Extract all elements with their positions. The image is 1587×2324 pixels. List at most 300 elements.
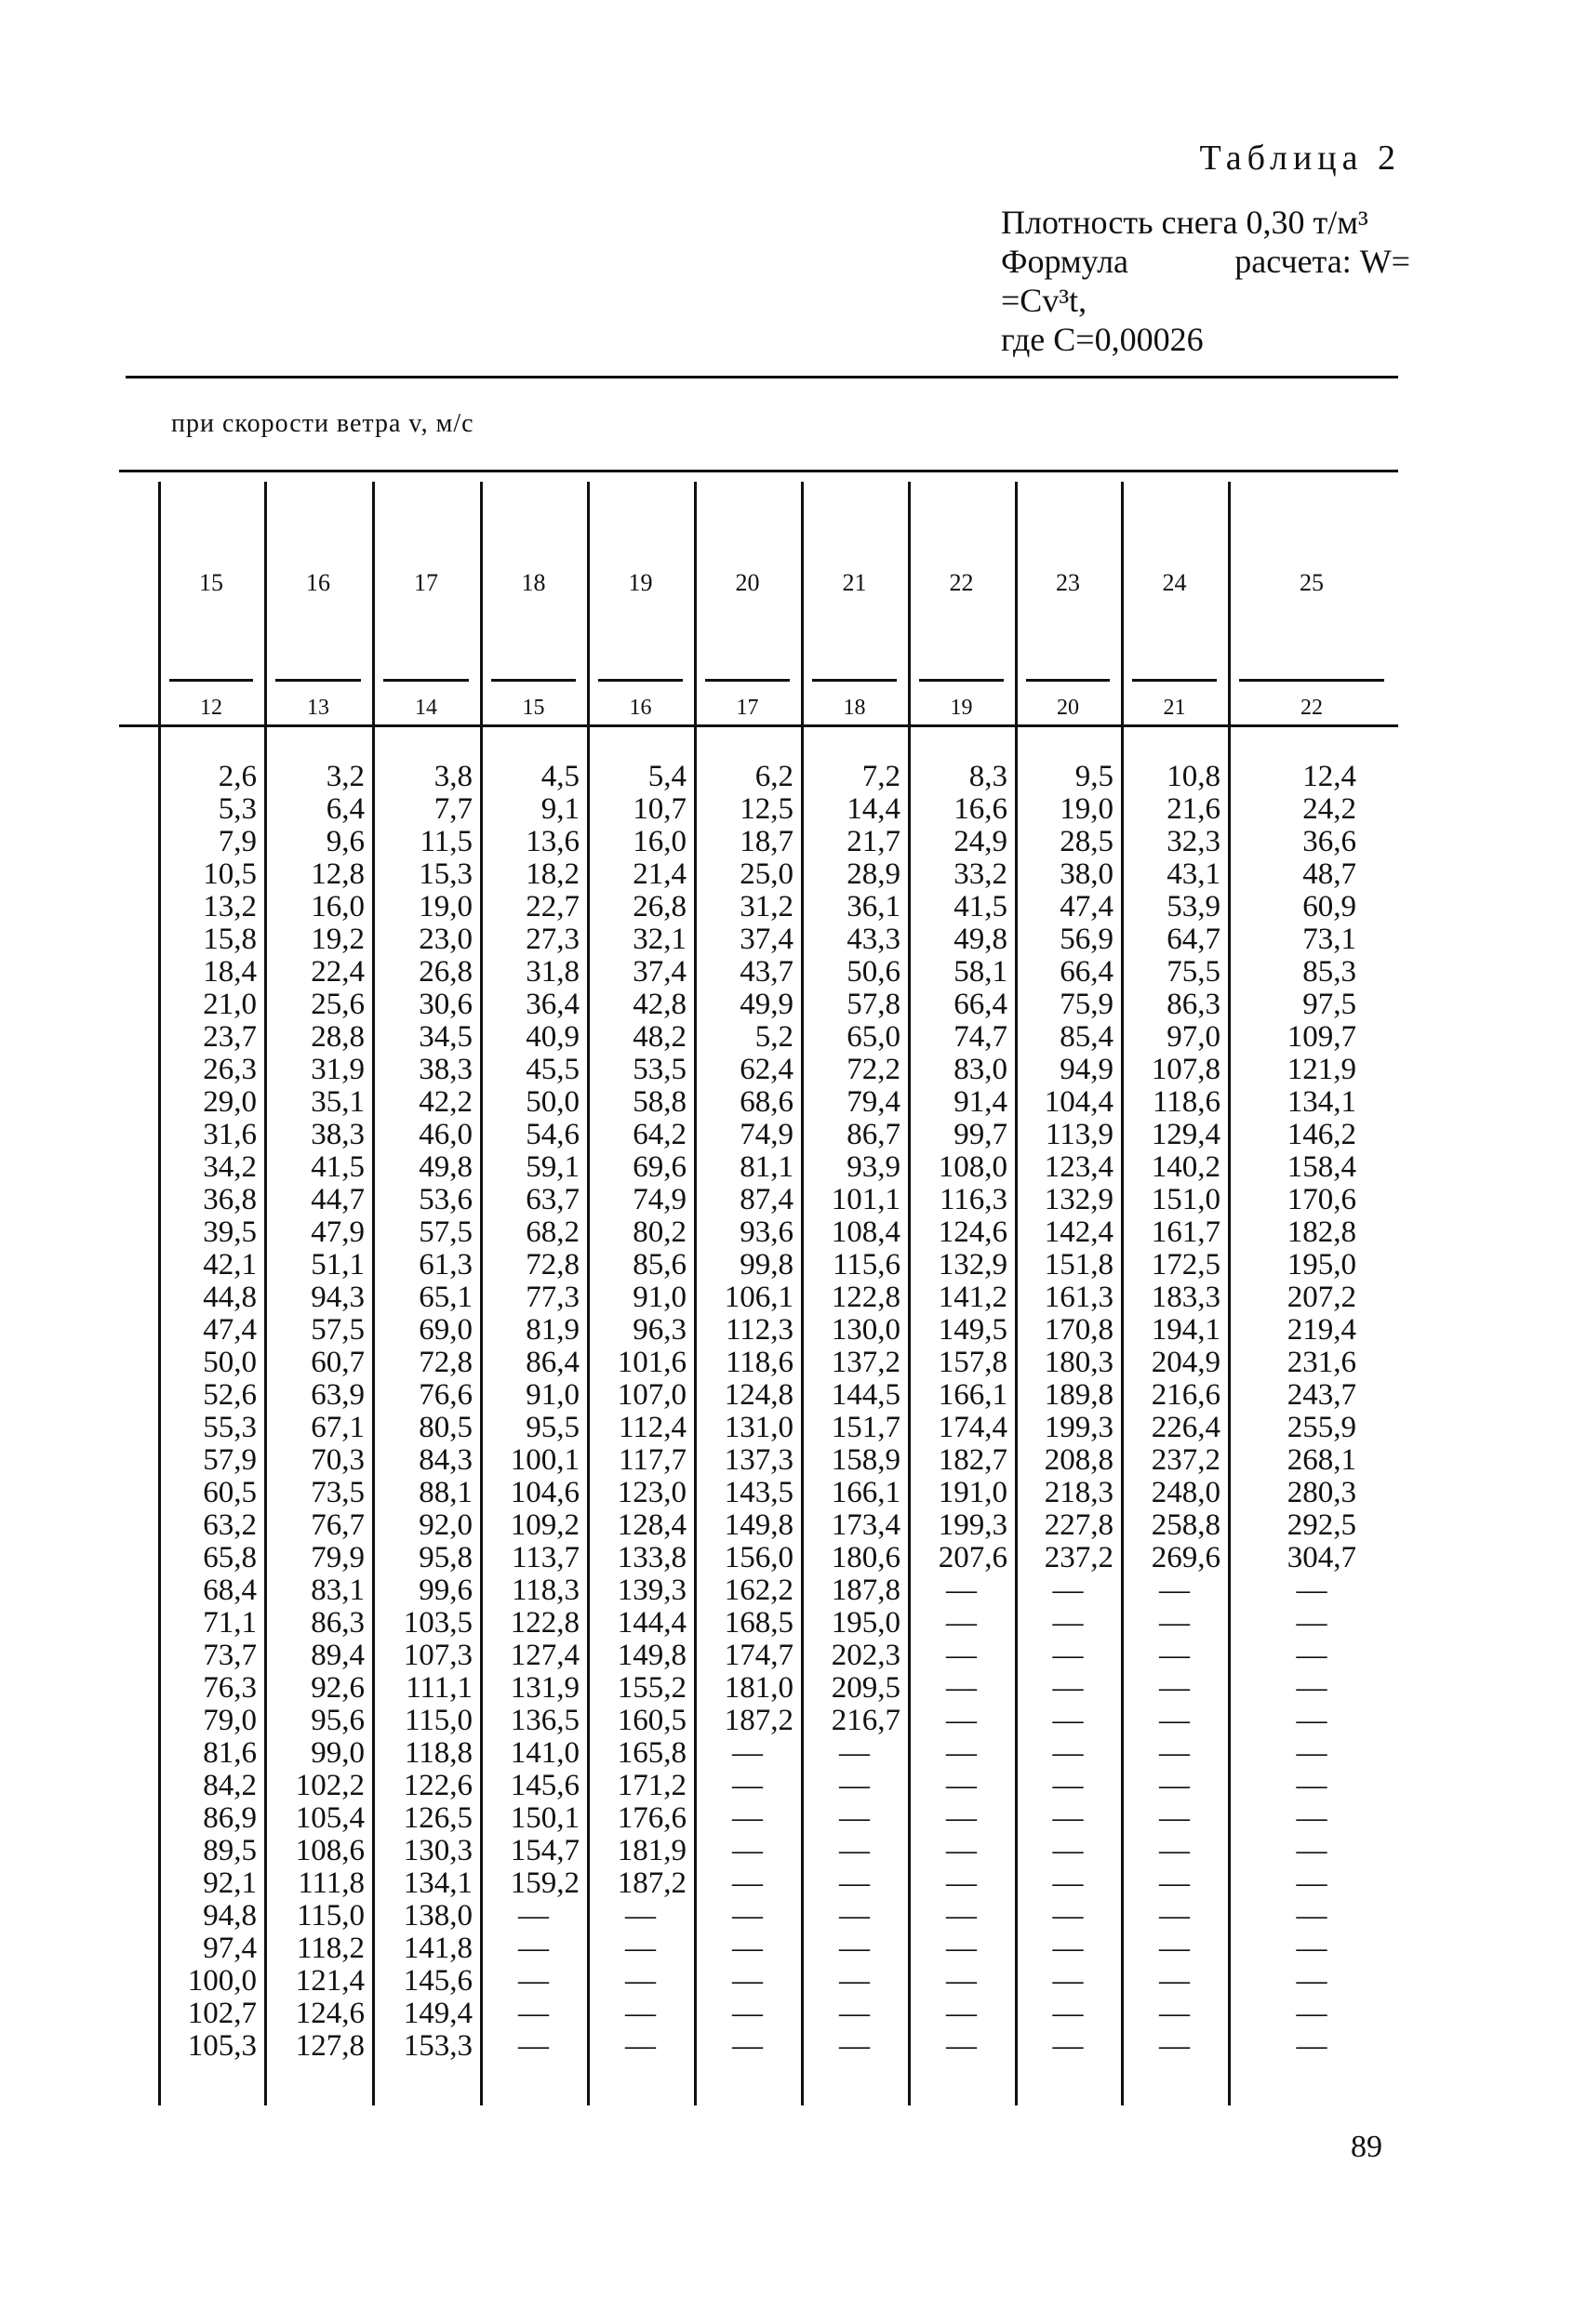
table-cell: 107,8	[1151, 1053, 1220, 1086]
table-cell: 174,7	[724, 1639, 794, 1672]
table-cell: 70,3	[311, 1443, 365, 1477]
table-cell: —	[946, 1736, 977, 1770]
table-cell: 48,7	[1302, 857, 1356, 891]
header-column-separator	[1132, 679, 1217, 682]
table-cell: 237,2	[1151, 1443, 1220, 1477]
table-cell: 122,8	[831, 1281, 900, 1314]
table-cell: —	[1296, 1704, 1327, 1737]
table-cell: 36,1	[847, 890, 900, 923]
header-column-separator	[598, 679, 683, 682]
header-column-separator	[919, 679, 1004, 682]
table-cell: 33,2	[954, 857, 1007, 891]
table-cell: 21,4	[633, 857, 687, 891]
table-cell: 16,0	[633, 825, 687, 858]
table-cell: 55,3	[203, 1411, 257, 1444]
wind-speed-header: 19	[628, 569, 653, 596]
table-cell: 32,3	[1167, 825, 1220, 858]
table-cell: 2,6	[218, 760, 257, 793]
table-cell: 149,8	[724, 1508, 794, 1542]
table-cell: 80,5	[419, 1411, 473, 1444]
table-cell: —	[1159, 1769, 1190, 1802]
wind-speed-header: 20	[735, 569, 760, 596]
table-cell: 85,4	[1060, 1020, 1114, 1054]
table-cell: —	[1159, 1899, 1190, 1932]
table-cell: —	[946, 1932, 977, 1965]
table-cell: —	[625, 1997, 656, 2030]
table-cell: 86,3	[311, 1606, 365, 1640]
table-cell: —	[1296, 1801, 1327, 1835]
table-cell: 130,0	[831, 1313, 900, 1347]
table-cell: 105,4	[295, 1801, 365, 1835]
table-cell: 32,1	[633, 923, 687, 956]
table-cell: 4,5	[540, 760, 580, 793]
table-cell: 292,5	[1287, 1508, 1356, 1542]
table-cell: 141,8	[403, 1932, 473, 1965]
table-cell: 38,3	[419, 1053, 473, 1086]
table-cell: 187,2	[724, 1704, 794, 1737]
table-cell: 231,6	[1287, 1346, 1356, 1379]
table-cell: 248,0	[1151, 1476, 1220, 1509]
speed-caption: при скорости ветра v, м/с	[171, 409, 474, 438]
table-cell: 136,5	[510, 1704, 580, 1737]
table-cell: 24,9	[954, 825, 1007, 858]
table-cell: 189,8	[1044, 1378, 1114, 1412]
table-cell: 34,2	[203, 1150, 257, 1184]
table-cell: —	[1052, 1932, 1084, 1965]
header-column-separator	[705, 679, 790, 682]
table-cell: 87,4	[740, 1183, 794, 1216]
table-cell: —	[1052, 1639, 1084, 1672]
table-cell: 129,4	[1151, 1118, 1220, 1151]
table-cell: 18,2	[526, 857, 580, 891]
column-number: 21	[1163, 696, 1186, 720]
table-cell: 60,5	[203, 1476, 257, 1509]
table-cell: 49,9	[740, 988, 794, 1021]
table-cell: 73,1	[1302, 923, 1356, 956]
table-cell: 31,6	[203, 1118, 257, 1151]
table-cell: 280,3	[1287, 1476, 1356, 1509]
table-cell: 132,9	[938, 1248, 1007, 1282]
header-column-separator	[1239, 679, 1384, 682]
table-cell: 92,1	[203, 1866, 257, 1900]
column-number: 15	[522, 696, 545, 720]
table-cell: 12,4	[1302, 760, 1356, 793]
table-cell: 53,9	[1167, 890, 1220, 923]
table-cell: 31,2	[740, 890, 794, 923]
table-cell: —	[1296, 1932, 1327, 1965]
header-column-separator	[491, 679, 576, 682]
table-cell: —	[732, 1736, 763, 1770]
table-cell: 133,8	[617, 1541, 687, 1574]
table-cell: 69,0	[419, 1313, 473, 1347]
table-cell: —	[1159, 1606, 1190, 1640]
table-cell: 9,6	[326, 825, 365, 858]
density-note: Плотность снега 0,30 т/м³	[1001, 204, 1368, 241]
table-cell: —	[1296, 1997, 1327, 2030]
table-cell: 46,0	[419, 1118, 473, 1151]
wind-speed-header: 24	[1162, 569, 1187, 596]
table-cell: 105,3	[187, 2029, 257, 2063]
table-cell: 51,1	[311, 1248, 365, 1282]
table-cell: —	[839, 1866, 870, 1900]
table-cell: 108,4	[831, 1215, 900, 1249]
table-cell: —	[732, 2029, 763, 2063]
table-cell: 91,0	[633, 1281, 687, 1314]
table-cell: 24,2	[1302, 792, 1356, 826]
table-cell: 118,2	[296, 1932, 365, 1965]
table-cell: 44,7	[311, 1183, 365, 1216]
table-cell: —	[518, 1932, 549, 1965]
table-cell: 92,0	[419, 1508, 473, 1542]
table-cell: 66,4	[1060, 955, 1114, 989]
table-cell: 50,0	[526, 1085, 580, 1119]
table-cell: —	[839, 1801, 870, 1835]
table-cell: 68,6	[740, 1085, 794, 1119]
table-cell: 57,5	[311, 1313, 365, 1347]
table-cell: 12,8	[311, 857, 365, 891]
table-cell: —	[1159, 1932, 1190, 1965]
table-cell: —	[1296, 1834, 1327, 1867]
table-cell: 183,3	[1151, 1281, 1220, 1314]
table-cell: 38,3	[311, 1118, 365, 1151]
table-cell: 58,1	[954, 955, 1007, 989]
table-cell: 226,4	[1151, 1411, 1220, 1444]
table-cell: 199,3	[1044, 1411, 1114, 1444]
table-cell: 106,1	[724, 1281, 794, 1314]
table-cell: 99,0	[311, 1736, 365, 1770]
table-cell: 187,2	[617, 1866, 687, 1900]
table-cell: 28,5	[1060, 825, 1114, 858]
table-cell: —	[946, 1606, 977, 1640]
table-cell: 95,6	[311, 1704, 365, 1737]
table-cell: —	[946, 1639, 977, 1672]
table-cell: 64,2	[633, 1118, 687, 1151]
table-notes	[1001, 203, 1410, 359]
table-cell: 123,0	[617, 1476, 687, 1509]
table-cell: —	[1052, 1769, 1084, 1802]
table-cell: 99,7	[954, 1118, 1007, 1151]
table-cell: 50,6	[847, 955, 900, 989]
table-cell: 7,9	[218, 825, 257, 858]
table-cell: 21,7	[847, 825, 900, 858]
table-cell: 126,5	[403, 1801, 473, 1835]
table-cell: 57,8	[847, 988, 900, 1021]
table-cell: 41,5	[311, 1150, 365, 1184]
table-cell: 73,5	[311, 1476, 365, 1509]
table-cell: 113,7	[511, 1541, 580, 1574]
header-column-separator	[169, 679, 253, 682]
table-cell: 145,6	[510, 1769, 580, 1802]
table-cell: 258,8	[1151, 1508, 1220, 1542]
table-cell: 31,8	[526, 955, 580, 989]
table-cell: —	[1159, 1834, 1190, 1867]
table-cell: —	[839, 1899, 870, 1932]
table-cell: —	[1296, 2029, 1327, 2063]
table-cell: 19,0	[1060, 792, 1114, 826]
table-cell: —	[839, 1736, 870, 1770]
wind-speed-header: 25	[1300, 569, 1324, 596]
table-cell: —	[625, 2029, 656, 2063]
table-cell: —	[1052, 1964, 1084, 1998]
table-cell: 104,6	[510, 1476, 580, 1509]
table-cell: 42,8	[633, 988, 687, 1021]
table-cell: 48,2	[633, 1020, 687, 1054]
table-cell: 50,0	[203, 1346, 257, 1379]
table-cell: 103,5	[403, 1606, 473, 1640]
table-cell: 104,4	[1044, 1085, 1114, 1119]
table-cell: —	[732, 1997, 763, 2030]
table-cell: —	[946, 1574, 977, 1607]
table-cell: 13,2	[203, 890, 257, 923]
table-cell: 155,2	[617, 1671, 687, 1705]
table-cell: 131,0	[724, 1411, 794, 1444]
table-cell: —	[1052, 1866, 1084, 1900]
table-cell: 124,8	[724, 1378, 794, 1412]
header-column-separator	[812, 679, 897, 682]
table-cell: 18,4	[203, 955, 257, 989]
table-cell: 161,3	[1044, 1281, 1114, 1314]
table-cell: 15,8	[203, 923, 257, 956]
table-cell: 72,8	[526, 1248, 580, 1282]
table-cell: —	[1296, 1606, 1327, 1640]
table-cell: 61,3	[419, 1248, 473, 1282]
header-top-rule	[119, 470, 1398, 472]
table-cell: 123,4	[1044, 1150, 1114, 1184]
table-cell: 60,9	[1302, 890, 1356, 923]
table-cell: —	[1052, 1736, 1084, 1770]
table-cell: 10,8	[1167, 760, 1220, 793]
table-cell: 45,5	[526, 1053, 580, 1086]
table-cell: 132,9	[1044, 1183, 1114, 1216]
table-cell: 38,0	[1060, 857, 1114, 891]
table-cell: —	[625, 1899, 656, 1932]
table-cell: 118,8	[404, 1736, 473, 1770]
table-cell: —	[1052, 1899, 1084, 1932]
table-cell: 80,2	[633, 1215, 687, 1249]
table-cell: 219,4	[1287, 1313, 1356, 1347]
table-cell: 187,8	[831, 1574, 900, 1607]
table-cell: —	[1159, 1801, 1190, 1835]
table-cell: 141,2	[938, 1281, 1007, 1314]
table-cell: 121,4	[295, 1964, 365, 1998]
table-cell: 36,4	[526, 988, 580, 1021]
table-cell: 118,3	[511, 1574, 580, 1607]
table-cell: —	[1052, 1671, 1084, 1705]
table-cell: 75,9	[1060, 988, 1114, 1021]
column-number: 16	[629, 696, 652, 720]
table-cell: 89,5	[203, 1834, 257, 1867]
table-cell: —	[839, 1932, 870, 1965]
table-cell: 115,0	[404, 1704, 473, 1737]
table-cell: 140,2	[1151, 1150, 1220, 1184]
table-cell: 44,8	[203, 1281, 257, 1314]
table-cell: —	[1296, 1899, 1327, 1932]
table-cell: 156,0	[724, 1541, 794, 1574]
table-cell: 9,5	[1074, 760, 1114, 793]
table-cell: 35,1	[311, 1085, 365, 1119]
table-cell: 21,0	[203, 988, 257, 1021]
table-cell: 43,1	[1167, 857, 1220, 891]
table-cell: 150,1	[510, 1801, 580, 1835]
table-cell: 71,1	[203, 1606, 257, 1640]
table-cell: 52,6	[203, 1378, 257, 1412]
table-cell: 42,1	[203, 1248, 257, 1282]
table-cell: 145,6	[403, 1964, 473, 1998]
wind-speed-header: 15	[199, 569, 223, 596]
table-cell: 243,7	[1287, 1378, 1356, 1412]
table-cell: 144,5	[831, 1378, 900, 1412]
table-cell: —	[1159, 1866, 1190, 1900]
table-cell: 91,0	[526, 1378, 580, 1412]
wind-speed-header: 23	[1056, 569, 1080, 596]
table-cell: 73,7	[203, 1639, 257, 1672]
table-cell: 218,3	[1044, 1476, 1114, 1509]
table-cell: 109,2	[510, 1508, 580, 1542]
table-cell: —	[1159, 1704, 1190, 1737]
table-cell: 154,7	[510, 1834, 580, 1867]
table-cell: 134,1	[403, 1866, 473, 1900]
table-cell: —	[732, 1834, 763, 1867]
table-cell: 86,3	[1167, 988, 1220, 1021]
table-cell: 101,1	[831, 1183, 900, 1216]
table-cell: 7,7	[433, 792, 473, 826]
table-cell: 28,9	[847, 857, 900, 891]
table-cell: 161,7	[1151, 1215, 1220, 1249]
table-cell: 194,1	[1151, 1313, 1220, 1347]
table-cell: 124,6	[295, 1997, 365, 2030]
table-cell: 26,3	[203, 1053, 257, 1086]
table-cell: 77,3	[526, 1281, 580, 1314]
table-cell: 64,7	[1167, 923, 1220, 956]
table-cell: 23,7	[203, 1020, 257, 1054]
table-cell: 63,2	[203, 1508, 257, 1542]
table-cell: 6,2	[754, 760, 794, 793]
table-cell: 227,8	[1044, 1508, 1114, 1542]
table-cell: 85,6	[633, 1248, 687, 1282]
table-cell: 269,6	[1151, 1541, 1220, 1574]
table-cell: 94,8	[203, 1899, 257, 1932]
table-cell: 127,4	[510, 1639, 580, 1672]
table-cell: 27,3	[526, 923, 580, 956]
table-cell: —	[1052, 1574, 1084, 1607]
table-cell: 166,1	[831, 1476, 900, 1509]
table-cell: 68,4	[203, 1574, 257, 1607]
table-cell: 121,9	[1287, 1053, 1356, 1086]
table-title: Таблица 2	[1199, 139, 1401, 178]
table-cell: 115,6	[832, 1248, 900, 1282]
table-cell: 29,0	[203, 1085, 257, 1119]
table-cell: 76,6	[419, 1378, 473, 1412]
table-cell: —	[1052, 1801, 1084, 1835]
table-cell: —	[1296, 1769, 1327, 1802]
table-cell: 15,3	[419, 857, 473, 891]
table-cell: 172,5	[1151, 1248, 1220, 1282]
table-cell: 43,3	[847, 923, 900, 956]
header-bottom-rule	[119, 724, 1398, 727]
table-cell: 96,3	[633, 1313, 687, 1347]
table-cell: 39,5	[203, 1215, 257, 1249]
header-column-separator	[1026, 679, 1110, 682]
table-cell: 63,7	[526, 1183, 580, 1216]
column-number: 20	[1057, 696, 1079, 720]
table-cell: 128,4	[617, 1508, 687, 1542]
table-cell: —	[1052, 1606, 1084, 1640]
table-cell: 113,9	[1045, 1118, 1114, 1151]
table-cell: —	[518, 1964, 549, 1998]
header-column-separator	[275, 679, 361, 682]
table-cell: 83,0	[954, 1053, 1007, 1086]
table-cell: 137,3	[724, 1443, 794, 1477]
table-cell: 60,7	[311, 1346, 365, 1379]
table-cell: 182,8	[1287, 1215, 1356, 1249]
table-cell: 10,5	[203, 857, 257, 891]
table-cell: 97,5	[1302, 988, 1356, 1021]
table-cell: 97,4	[203, 1932, 257, 1965]
table-cell: 102,2	[295, 1769, 365, 1802]
table-cell: 255,9	[1287, 1411, 1356, 1444]
table-cell: 89,4	[311, 1639, 365, 1672]
table-cell: 47,9	[311, 1215, 365, 1249]
table-cell: 47,4	[1060, 890, 1114, 923]
table-cell: 49,8	[954, 923, 1007, 956]
wind-speed-header: 18	[521, 569, 546, 596]
column-number: 13	[307, 696, 329, 720]
table-cell: 79,4	[847, 1085, 900, 1119]
table-cell: 176,6	[617, 1801, 687, 1835]
table-cell: 67,1	[311, 1411, 365, 1444]
table-cell: 100,0	[187, 1964, 257, 1998]
table-cell: 107,3	[403, 1639, 473, 1672]
table-cell: 8,3	[968, 760, 1007, 793]
table-cell: 111,8	[298, 1866, 365, 1900]
table-cell: —	[839, 1964, 870, 1998]
table-cell: 112,4	[618, 1411, 687, 1444]
table-cell: 158,4	[1287, 1150, 1356, 1184]
table-cell: 53,6	[419, 1183, 473, 1216]
table-cell: 36,6	[1302, 825, 1356, 858]
table-cell: 86,9	[203, 1801, 257, 1835]
table-cell: 84,3	[419, 1443, 473, 1477]
table-cell: —	[518, 1997, 549, 2030]
table-cell: —	[839, 1769, 870, 1802]
table-cell: 83,1	[311, 1574, 365, 1607]
table-cell: —	[1052, 2029, 1084, 2063]
table-cell: 88,1	[419, 1476, 473, 1509]
table-cell: 180,3	[1044, 1346, 1114, 1379]
table-cell: 79,9	[311, 1541, 365, 1574]
column-number: 17	[736, 696, 759, 720]
column-number: 19	[950, 696, 973, 720]
table-cell: 26,8	[419, 955, 473, 989]
table-cell: 11,5	[420, 825, 473, 858]
table-cell: 9,1	[540, 792, 580, 826]
table-cell: 65,1	[419, 1281, 473, 1314]
table-cell: 74,9	[633, 1183, 687, 1216]
table-cell: 6,4	[326, 792, 365, 826]
table-cell: 138,0	[403, 1899, 473, 1932]
table-cell: 130,3	[403, 1834, 473, 1867]
table-cell: 66,4	[954, 988, 1007, 1021]
table-cell: —	[1296, 1736, 1327, 1770]
table-cell: 22,7	[526, 890, 580, 923]
table-cell: 109,7	[1287, 1020, 1356, 1054]
table-cell: 34,5	[419, 1020, 473, 1054]
table-cell: —	[1296, 1639, 1327, 1672]
column-number: 14	[415, 696, 437, 720]
table-cell: —	[625, 1964, 656, 1998]
table-cell: —	[732, 1899, 763, 1932]
table-cell: —	[839, 1834, 870, 1867]
